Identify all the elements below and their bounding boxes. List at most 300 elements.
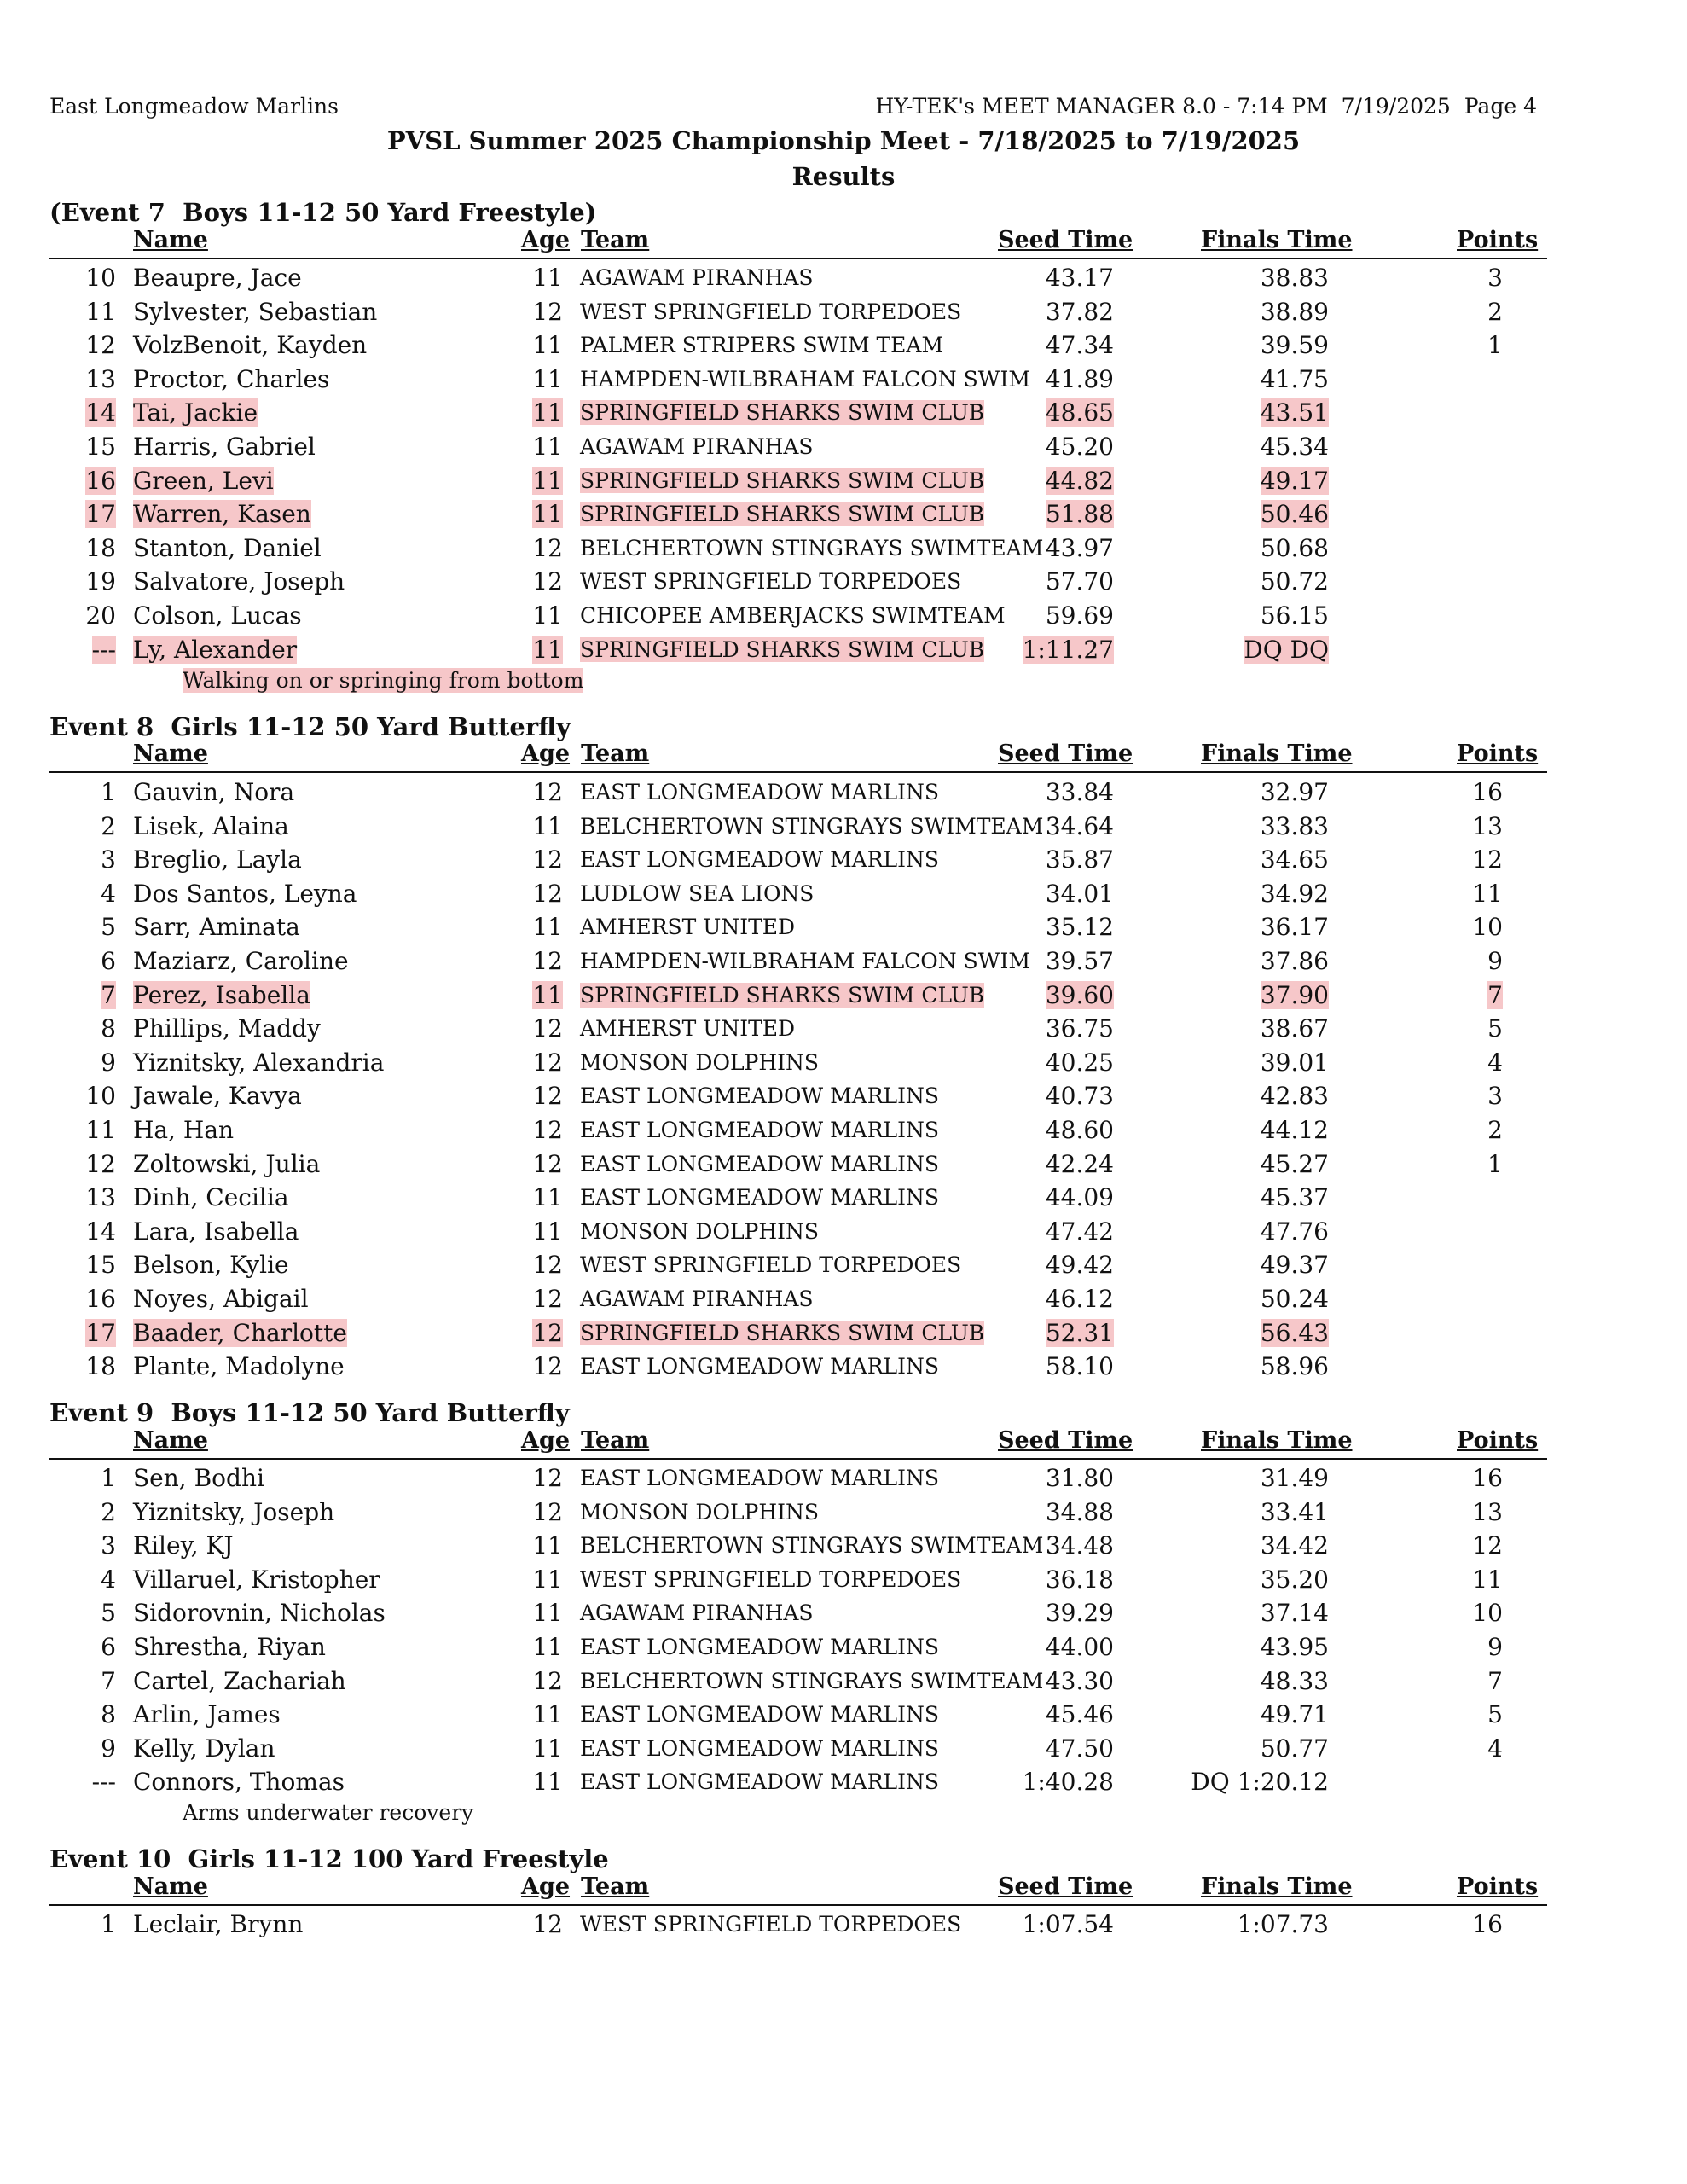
column-header-points: Points <box>1457 741 1539 767</box>
cell-finals: 41.75 <box>1260 364 1329 393</box>
cell-team: HAMPDEN-WILBRAHAM FALCON SWIM <box>580 949 1030 973</box>
cell-team: AGAWAM PIRANHAS <box>580 1600 814 1626</box>
cell-finals: 38.89 <box>1260 297 1329 326</box>
cell-name: Dos Santos, Leyna <box>133 879 357 908</box>
cell-points: 11 <box>1472 879 1503 908</box>
cell-seed: 51.88 <box>1045 500 1114 529</box>
result-row <box>0 601 1687 636</box>
cell-finals: 50.68 <box>1260 533 1329 562</box>
cell-finals: 50.77 <box>1260 1734 1329 1763</box>
result-row <box>0 778 1687 812</box>
cell-seed: 52.31 <box>1045 1318 1114 1347</box>
cell-name: Phillips, Maddy <box>133 1014 321 1043</box>
cell-age: 12 <box>532 845 563 874</box>
cell-finals: 45.37 <box>1260 1183 1329 1212</box>
cell-name: Sarr, Aminata <box>133 913 300 942</box>
cell-name: Connors, Thomas <box>133 1768 345 1797</box>
cell-name: Villaruel, Kristopher <box>133 1565 380 1594</box>
cell-place: 18 <box>85 1352 116 1381</box>
result-row <box>0 812 1687 846</box>
cell-team: EAST LONGMEADOW MARLINS <box>580 1466 940 1490</box>
result-row <box>0 398 1687 433</box>
cell-seed: 44.09 <box>1045 1183 1114 1212</box>
cell-age: 11 <box>532 980 563 1009</box>
column-header-team: Team <box>581 227 650 253</box>
cell-age: 12 <box>532 947 563 975</box>
result-row <box>0 1700 1687 1734</box>
cell-seed: 37.82 <box>1045 297 1114 326</box>
cell-finals: DQ DQ <box>1244 635 1329 664</box>
cell-points: 2 <box>1487 297 1503 326</box>
cell-points: 7 <box>1487 1666 1503 1695</box>
cell-finals: 50.72 <box>1260 567 1329 596</box>
cell-place: 9 <box>101 1048 116 1077</box>
result-row <box>0 1014 1687 1048</box>
cell-age: 12 <box>532 1048 563 1077</box>
cell-team: AGAWAM PIRANHAS <box>580 434 814 459</box>
cell-team: SPRINGFIELD SHARKS SWIM CLUB <box>580 982 985 1008</box>
cell-points: 5 <box>1487 1700 1503 1729</box>
cell-name: Belson, Kylie <box>133 1251 289 1280</box>
cell-age: 11 <box>532 1565 563 1594</box>
cell-place: 1 <box>101 1910 116 1938</box>
cell-team: EAST LONGMEADOW MARLINS <box>580 1702 940 1728</box>
cell-finals: 34.65 <box>1260 845 1329 874</box>
column-header-points: Points <box>1457 227 1539 253</box>
cell-place: 13 <box>85 1183 116 1212</box>
event-title: Event 10 Girls 11-12 100 Yard Freestyle <box>49 1844 609 1873</box>
cell-name: Maziarz, Caroline <box>133 947 349 975</box>
cell-seed: 39.29 <box>1045 1599 1114 1628</box>
cell-seed: 46.12 <box>1045 1285 1114 1313</box>
cell-finals: 45.27 <box>1260 1149 1329 1178</box>
cell-place: 3 <box>101 1531 116 1560</box>
cell-points: 10 <box>1472 1599 1503 1628</box>
cell-finals: 37.14 <box>1260 1599 1329 1628</box>
column-header-points: Points <box>1457 1873 1539 1900</box>
cell-seed: 40.25 <box>1045 1048 1114 1077</box>
cell-team: BELCHERTOWN STINGRAYS SWIMTEAM <box>580 1533 1044 1559</box>
cell-finals: 39.59 <box>1260 331 1329 360</box>
column-header-age: Age <box>521 227 571 253</box>
cell-seed: 1:07.54 <box>1022 1910 1114 1938</box>
result-row <box>0 1565 1687 1600</box>
cell-name: Baader, Charlotte <box>133 1318 347 1347</box>
cell-team: EAST LONGMEADOW MARLINS <box>580 1769 940 1795</box>
cell-team: WEST SPRINGFIELD TORPEDOES <box>580 1566 962 1592</box>
cell-team: EAST LONGMEADOW MARLINS <box>580 1635 940 1659</box>
cell-team: AMHERST UNITED <box>580 915 796 940</box>
cell-age: 12 <box>532 1352 563 1381</box>
cell-team: SPRINGFIELD SHARKS SWIM CLUB <box>580 502 985 527</box>
cell-place: 10 <box>85 264 116 292</box>
cell-age: 11 <box>532 1599 563 1628</box>
cell-age: 12 <box>532 297 563 326</box>
cell-seed: 39.57 <box>1045 947 1114 975</box>
result-row <box>0 1319 1687 1353</box>
cell-finals: 42.83 <box>1260 1082 1329 1111</box>
cell-place: 8 <box>101 1700 116 1729</box>
cell-finals: 56.43 <box>1260 1318 1329 1347</box>
cell-points: 10 <box>1472 913 1503 942</box>
cell-age: 12 <box>532 1497 563 1526</box>
cell-seed: 34.48 <box>1045 1531 1114 1560</box>
cell-age: 12 <box>532 1318 563 1347</box>
cell-place: 6 <box>101 1633 116 1661</box>
cell-place: 7 <box>101 1666 116 1695</box>
cell-age: 11 <box>532 1217 563 1246</box>
column-header-finals: Finals Time <box>1201 1873 1353 1900</box>
cell-place: 7 <box>101 980 116 1009</box>
event-title: (Event 7 Boys 11-12 50 Yard Freestyle) <box>49 198 597 227</box>
cell-seed: 34.64 <box>1045 811 1114 840</box>
result-row <box>0 1498 1687 1532</box>
result-row <box>0 534 1687 568</box>
cell-finals: 50.24 <box>1260 1285 1329 1313</box>
cell-finals: 47.76 <box>1260 1217 1329 1246</box>
result-row <box>0 1734 1687 1769</box>
column-header-age: Age <box>521 741 571 767</box>
cell-name: Yiznitsky, Alexandria <box>133 1048 385 1077</box>
result-row <box>0 1150 1687 1184</box>
cell-place: 10 <box>85 1082 116 1111</box>
cell-team: EAST LONGMEADOW MARLINS <box>580 780 940 804</box>
cell-finals: 32.97 <box>1260 778 1329 806</box>
cell-finals: 33.83 <box>1260 811 1329 840</box>
cell-finals: 43.95 <box>1260 1633 1329 1661</box>
cell-name: Ha, Han <box>133 1116 235 1144</box>
cell-name: Riley, KJ <box>133 1531 234 1560</box>
result-row <box>0 365 1687 399</box>
cell-place: --- <box>91 1768 116 1797</box>
cell-age: 12 <box>532 879 563 908</box>
result-row <box>0 1082 1687 1116</box>
cell-finals: 44.12 <box>1260 1116 1329 1144</box>
cell-points: 1 <box>1487 331 1503 360</box>
cell-place: --- <box>91 635 116 664</box>
result-row <box>0 1464 1687 1498</box>
cell-place: 14 <box>85 398 116 427</box>
cell-team: EAST LONGMEADOW MARLINS <box>580 1354 940 1380</box>
cell-place: 19 <box>85 567 116 596</box>
column-header-finals: Finals Time <box>1201 227 1353 253</box>
cell-age: 11 <box>532 331 563 360</box>
cell-age: 12 <box>532 567 563 596</box>
cell-team: EAST LONGMEADOW MARLINS <box>580 1118 940 1142</box>
event-title: Event 8 Girls 11-12 50 Yard Butterfly <box>49 712 571 741</box>
column-header-age: Age <box>521 1427 571 1454</box>
cell-points: 13 <box>1472 811 1503 840</box>
cell-finals: 37.90 <box>1260 980 1329 1009</box>
cell-team: BELCHERTOWN STINGRAYS SWIMTEAM <box>580 813 1044 839</box>
cell-age: 12 <box>532 1666 563 1695</box>
cell-age: 11 <box>532 264 563 292</box>
result-row <box>0 1217 1687 1252</box>
cell-age: 11 <box>532 500 563 529</box>
cell-place: 20 <box>85 601 116 630</box>
cell-seed: 48.60 <box>1045 1116 1114 1144</box>
cell-place: 11 <box>85 1116 116 1144</box>
column-header-name: Name <box>133 741 208 767</box>
cell-name: Warren, Kasen <box>133 500 311 529</box>
cell-age: 12 <box>532 778 563 806</box>
cell-finals: 43.51 <box>1260 398 1329 427</box>
cell-finals: 56.15 <box>1260 601 1329 630</box>
cell-points: 11 <box>1472 1565 1503 1594</box>
column-header-team: Team <box>581 1427 650 1454</box>
cell-age: 11 <box>532 364 563 393</box>
cell-seed: 43.97 <box>1045 533 1114 562</box>
cell-name: Cartel, Zachariah <box>133 1666 346 1695</box>
cell-age: 11 <box>532 433 563 461</box>
cell-age: 11 <box>532 398 563 427</box>
column-header-row <box>49 1426 1547 1460</box>
cell-place: 12 <box>85 1149 116 1178</box>
cell-seed: 45.46 <box>1045 1700 1114 1729</box>
column-header-name: Name <box>133 1873 208 1900</box>
cell-name: Sidorovnin, Nicholas <box>133 1599 386 1628</box>
cell-place: 17 <box>85 1318 116 1347</box>
result-row <box>0 567 1687 601</box>
cell-team: AGAWAM PIRANHAS <box>580 1287 814 1311</box>
cell-seed: 47.34 <box>1045 331 1114 360</box>
cell-name: Gauvin, Nora <box>133 778 295 806</box>
cell-team: WEST SPRINGFIELD TORPEDOES <box>580 1252 962 1278</box>
cell-seed: 49.42 <box>1045 1251 1114 1280</box>
cell-finals: 49.37 <box>1260 1251 1329 1280</box>
cell-finals: 35.20 <box>1260 1565 1329 1594</box>
result-row <box>0 1285 1687 1319</box>
cell-age: 11 <box>532 1531 563 1560</box>
cell-age: 11 <box>532 1183 563 1212</box>
column-header-team: Team <box>581 741 650 767</box>
column-header-age: Age <box>521 1873 571 1900</box>
event-title: Event 9 Boys 11-12 50 Yard Butterfly <box>49 1398 570 1427</box>
cell-name: Sylvester, Sebastian <box>133 297 378 326</box>
cell-seed: 36.75 <box>1045 1014 1114 1043</box>
cell-finals: 31.49 <box>1260 1464 1329 1492</box>
cell-finals: DQ 1:20.12 <box>1191 1768 1329 1797</box>
cell-name: Tai, Jackie <box>133 398 258 427</box>
cell-name: Shrestha, Riyan <box>133 1633 326 1661</box>
result-row <box>0 264 1687 298</box>
result-row <box>0 1251 1687 1285</box>
cell-name: Sen, Bodhi <box>133 1464 264 1492</box>
result-row <box>0 467 1687 501</box>
cell-team: AGAWAM PIRANHAS <box>580 265 814 290</box>
cell-finals: 33.41 <box>1260 1497 1329 1526</box>
cell-team: WEST SPRINGFIELD TORPEDOES <box>580 569 962 595</box>
cell-seed: 47.50 <box>1045 1734 1114 1763</box>
cell-seed: 44.82 <box>1045 466 1114 495</box>
cell-seed: 59.69 <box>1045 601 1114 630</box>
cell-finals: 50.46 <box>1260 500 1329 529</box>
result-row <box>0 913 1687 947</box>
cell-name: Dinh, Cecilia <box>133 1183 289 1212</box>
cell-name: Stanton, Daniel <box>133 533 322 562</box>
cell-name: Green, Levi <box>133 466 274 495</box>
cell-team: BELCHERTOWN STINGRAYS SWIMTEAM <box>580 535 1044 561</box>
cell-seed: 39.60 <box>1045 980 1114 1009</box>
cell-place: 2 <box>101 811 116 840</box>
cell-age: 12 <box>532 1910 563 1938</box>
cell-finals: 36.17 <box>1260 913 1329 942</box>
cell-age: 12 <box>532 1149 563 1178</box>
cell-points: 16 <box>1472 1464 1503 1492</box>
cell-seed: 48.65 <box>1045 398 1114 427</box>
result-row <box>0 636 1687 670</box>
result-row <box>0 845 1687 880</box>
cell-team: EAST LONGMEADOW MARLINS <box>580 1083 940 1109</box>
cell-age: 11 <box>532 811 563 840</box>
cell-points: 3 <box>1487 1082 1503 1111</box>
cell-name: Lara, Isabella <box>133 1217 299 1246</box>
cell-place: 17 <box>85 500 116 529</box>
cell-points: 9 <box>1487 947 1503 975</box>
result-row <box>0 331 1687 365</box>
cell-age: 11 <box>532 1734 563 1763</box>
cell-seed: 41.89 <box>1045 364 1114 393</box>
cell-seed: 58.10 <box>1045 1352 1114 1381</box>
cell-name: Jawale, Kavya <box>133 1082 302 1111</box>
cell-points: 3 <box>1487 264 1503 292</box>
cell-seed: 45.20 <box>1045 433 1114 461</box>
cell-team: MONSON DOLPHINS <box>580 1049 820 1075</box>
cell-seed: 31.80 <box>1045 1464 1114 1492</box>
result-row <box>0 1531 1687 1565</box>
cell-finals: 38.67 <box>1260 1014 1329 1043</box>
cell-team: EAST LONGMEADOW MARLINS <box>580 1185 940 1211</box>
cell-name: Lisek, Alaina <box>133 811 289 840</box>
cell-finals: 38.83 <box>1260 264 1329 292</box>
result-row <box>0 880 1687 914</box>
cell-finals: 48.33 <box>1260 1666 1329 1695</box>
column-header-row <box>49 1872 1547 1906</box>
cell-name: Beaupre, Jace <box>133 264 302 292</box>
column-header-team: Team <box>581 1873 650 1900</box>
cell-place: 5 <box>101 913 116 942</box>
cell-seed: 34.01 <box>1045 879 1114 908</box>
page-header-right: HY-TEK's MEET MANAGER 8.0 - 7:14 PM 7/19/2025 Page 4 <box>875 94 1537 119</box>
result-row <box>0 1667 1687 1701</box>
cell-name: Arlin, James <box>133 1700 281 1729</box>
column-header-name: Name <box>133 1427 208 1454</box>
cell-finals: 34.42 <box>1260 1531 1329 1560</box>
cell-name: Noyes, Abigail <box>133 1285 309 1313</box>
cell-name: Proctor, Charles <box>133 364 330 393</box>
result-row <box>0 433 1687 467</box>
cell-age: 12 <box>532 1116 563 1144</box>
cell-team: SPRINGFIELD SHARKS SWIM CLUB <box>580 400 985 426</box>
cell-team: SPRINGFIELD SHARKS SWIM CLUB <box>580 468 985 493</box>
cell-team: AMHERST UNITED <box>580 1016 796 1042</box>
cell-name: Perez, Isabella <box>133 980 310 1009</box>
result-row <box>0 1183 1687 1217</box>
cell-name: Zoltowski, Julia <box>133 1149 321 1178</box>
cell-seed: 33.84 <box>1045 778 1114 806</box>
cell-age: 12 <box>532 1082 563 1111</box>
column-header-seed: Seed Time <box>998 1873 1133 1900</box>
cell-points: 12 <box>1472 1531 1503 1560</box>
cell-name: Yiznitsky, Joseph <box>133 1497 335 1526</box>
cell-place: 1 <box>101 778 116 806</box>
cell-seed: 57.70 <box>1045 567 1114 596</box>
cell-name: Colson, Lucas <box>133 601 302 630</box>
cell-points: 4 <box>1487 1048 1503 1077</box>
cell-points: 2 <box>1487 1116 1503 1144</box>
result-row <box>0 1768 1687 1802</box>
cell-place: 15 <box>85 1251 116 1280</box>
cell-team: EAST LONGMEADOW MARLINS <box>580 1151 940 1176</box>
cell-place: 5 <box>101 1599 116 1628</box>
cell-finals: 58.96 <box>1260 1352 1329 1381</box>
cell-age: 11 <box>532 466 563 495</box>
cell-points: 16 <box>1472 778 1503 806</box>
result-row <box>0 1633 1687 1667</box>
cell-team: BELCHERTOWN STINGRAYS SWIMTEAM <box>580 1668 1044 1693</box>
column-header-seed: Seed Time <box>998 227 1133 253</box>
page-header-left: East Longmeadow Marlins <box>49 94 339 119</box>
cell-team: SPRINGFIELD SHARKS SWIM CLUB <box>580 1320 985 1345</box>
result-row <box>0 1116 1687 1150</box>
cell-age: 11 <box>532 913 563 942</box>
column-header-seed: Seed Time <box>998 1427 1133 1454</box>
cell-team: EAST LONGMEADOW MARLINS <box>580 1735 940 1761</box>
cell-place: 8 <box>101 1014 116 1043</box>
cell-name: Kelly, Dylan <box>133 1734 275 1763</box>
cell-age: 11 <box>532 1633 563 1661</box>
column-header-row <box>49 225 1547 259</box>
result-row <box>0 1910 1687 1944</box>
cell-seed: 42.24 <box>1045 1149 1114 1178</box>
cell-seed: 43.30 <box>1045 1666 1114 1695</box>
dq-reason-note: Arms underwater recovery <box>183 1800 474 1826</box>
cell-place: 16 <box>85 1285 116 1313</box>
cell-team: LUDLOW SEA LIONS <box>580 880 815 906</box>
column-header-row <box>49 739 1547 773</box>
cell-name: Breglio, Layla <box>133 845 302 874</box>
cell-team: EAST LONGMEADOW MARLINS <box>580 847 940 873</box>
cell-place: 1 <box>101 1464 116 1492</box>
cell-seed: 44.00 <box>1045 1633 1114 1661</box>
cell-place: 6 <box>101 947 116 975</box>
cell-points: 5 <box>1487 1014 1503 1043</box>
cell-seed: 1:40.28 <box>1022 1768 1114 1797</box>
cell-finals: 49.17 <box>1260 466 1329 495</box>
cell-seed: 35.12 <box>1045 913 1114 942</box>
cell-finals: 39.01 <box>1260 1048 1329 1077</box>
cell-team: MONSON DOLPHINS <box>580 1499 820 1525</box>
cell-place: 18 <box>85 533 116 562</box>
cell-place: 3 <box>101 845 116 874</box>
column-header-points: Points <box>1457 1427 1539 1454</box>
column-header-seed: Seed Time <box>998 741 1133 767</box>
cell-age: 12 <box>532 1285 563 1313</box>
cell-age: 12 <box>532 1014 563 1043</box>
cell-seed: 40.73 <box>1045 1082 1114 1111</box>
cell-age: 11 <box>532 1700 563 1729</box>
cell-team: SPRINGFIELD SHARKS SWIM CLUB <box>580 636 985 662</box>
cell-name: VolzBenoit, Kayden <box>133 331 368 360</box>
cell-place: 11 <box>85 297 116 326</box>
cell-points: 13 <box>1472 1497 1503 1526</box>
cell-team: CHICOPEE AMBERJACKS SWIMTEAM <box>580 603 1006 628</box>
results-subtitle: Results <box>791 162 896 191</box>
cell-seed: 47.42 <box>1045 1217 1114 1246</box>
cell-age: 12 <box>532 1251 563 1280</box>
result-row <box>0 1352 1687 1386</box>
meet-title: PVSL Summer 2025 Championship Meet - 7/18/2025 to 7/19/2025 <box>386 126 1301 155</box>
